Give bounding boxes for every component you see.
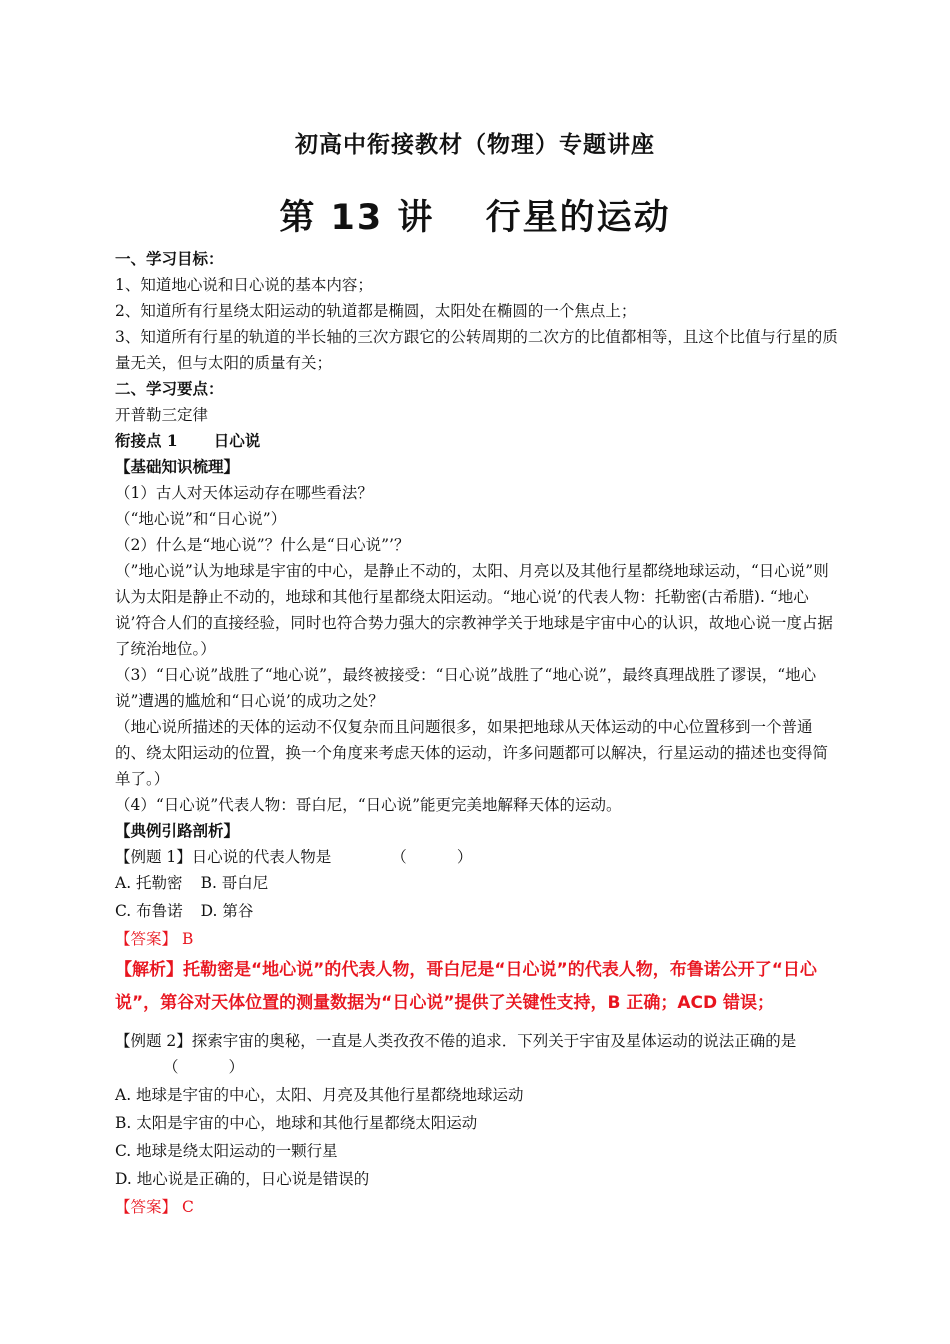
example-2-option-a: A. 地球是宇宙的中心，太阳、月亮及其他行星都绕地球运动 xyxy=(115,1086,524,1104)
example-1-analysis: 【解析】托勒密是“地心说”的代表人物，哥白尼是“日心说”的代表人物，布鲁诺公开了“日心说”，第谷对天体位置的测量数据为“日心说”提供了关键性支持，B 正确；ACD 错误； xyxy=(115,960,817,1013)
lecture-title: 第 13 讲 行星的运动 xyxy=(279,198,671,238)
example-2-stem: 【例题 2】探索宇宙的奥秘，一直是人类孜孜不倦的追求．下列关于宇宙及星体运动的说法正确的是（ ） xyxy=(115,1032,797,1076)
document-body xyxy=(115,246,840,1220)
example-1-options-cd xyxy=(115,898,840,924)
question-2: （2）什么是“地心说”？什么是“日心说”’？ xyxy=(115,536,410,554)
goals-heading: 一、学习目标： xyxy=(115,249,224,268)
option-a: A. 托勒密 xyxy=(115,874,183,892)
example-1-answer: 【答案】 B xyxy=(115,930,194,948)
example-2-option-b: B. 太阳是宇宙的中心，地球和其他行星都绕太阳运动 xyxy=(115,1114,478,1132)
example-2-option-d: D. 地心说是正确的，日心说是错误的 xyxy=(115,1170,370,1188)
example-2-option-c: C. 地球是绕太阳运动的一颗行星 xyxy=(115,1142,338,1160)
option-d: D. 第谷 xyxy=(200,902,254,920)
question-4: （4）“日心说”代表人物：哥白尼，“日心说”能更完美地解释天体的运动。 xyxy=(115,796,622,814)
goal-item-1: 1、知道地心说和日心说的基本内容； xyxy=(115,276,373,294)
question-3: （3）“日心说”战胜了“地心说”，最终被接受：“日心说”战胜了“地心说”，最终真理战胜了谬误，“地心说”遭遇的尴尬和“日心说’的成功之处？ xyxy=(115,666,817,710)
example-1-stem: 【例题 1】日心说的代表人物是 （ ） xyxy=(115,848,473,866)
key-points-heading: 二、学习要点： xyxy=(115,379,224,398)
goal-item-3: 3、知道所有行星的轨道的半长轴的三次方跟它的公转周期的二次方的比值都相等，且这个比值与行星的质量无关，但与太阳的质量有关； xyxy=(115,328,838,372)
basics-heading: 【基础知识梳理】 xyxy=(115,457,240,476)
section-label: 衔接点 1 xyxy=(115,431,178,450)
example-2-answer: 【答案】 C xyxy=(115,1198,194,1216)
series-title: 初高中衔接教材（物理）专题讲座 xyxy=(295,132,655,158)
answer-1: （“地心说”和“日心说”） xyxy=(115,510,287,528)
option-c: C. 布鲁诺 xyxy=(115,902,183,920)
section-title: 日心说 xyxy=(213,431,261,450)
goal-item-2: 2、知道所有行星绕太阳运动的轨道都是椭圆，太阳处在椭圆的一个焦点上； xyxy=(115,302,637,320)
examples-heading: 【典例引路剖析】 xyxy=(115,821,240,840)
example-1-options-ab xyxy=(115,870,840,896)
question-1: （1）古人对天体运动存在哪些看法？ xyxy=(115,484,373,502)
option-b: B. 哥白尼 xyxy=(200,874,269,892)
answer-2: （”地心说”认为地球是宇宙的中心，是静止不动的，太阳、月亮以及其他行星都绕地球运动，“日心说”则认为太阳是静止不动的，地球和其他行星都绕太阳运动。“地心说’的代表人物：托勒密(古希腊). “地心说’符合人们的直接经验，同时也符合势力强大的宗教神学关于地球是宇宙中心的认识，故地心说一度占据了统治地位。） xyxy=(115,562,833,658)
section-heading xyxy=(115,428,840,454)
answer-3: （地心说所描述的天体的运动不仅复杂而且问题很多，如果把地球从天体运动的中心位置移到一个普通的、绕太阳运动的位置，换一个角度来考虑天体的运动，许多问题都可以解决，行星运动的描述也变得简单了。） xyxy=(115,718,829,788)
key-points-text: 开普勒三定律 xyxy=(115,406,209,424)
